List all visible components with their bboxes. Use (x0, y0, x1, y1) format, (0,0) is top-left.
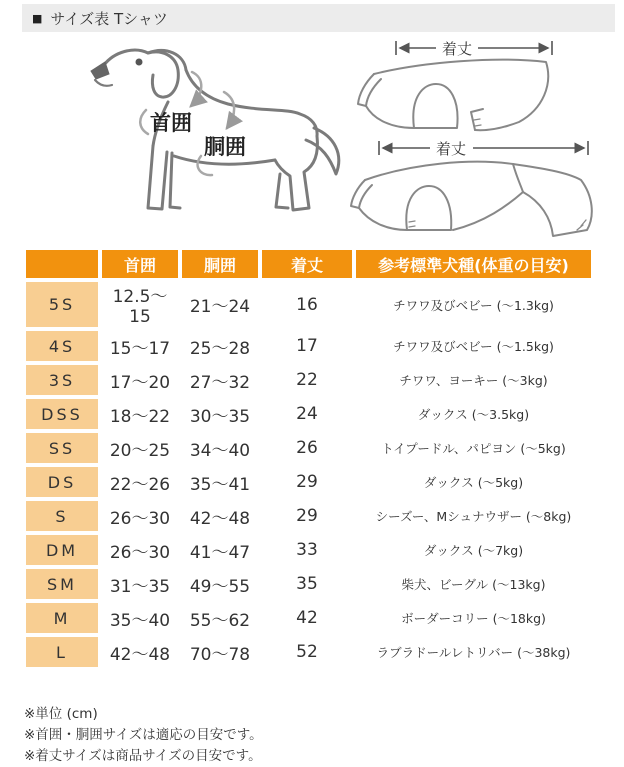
cell-length: 29 (262, 467, 352, 497)
cell-neck: 17～20 (102, 365, 178, 395)
footnotes (24, 704, 263, 767)
cell-neck: 22～26 (102, 467, 178, 497)
cell-length: 26 (262, 433, 352, 463)
tshirt-stitches (474, 119, 481, 126)
cell-breed: トイプードル、パピヨン (～5kg) (356, 433, 591, 463)
dog-front-leg-far (170, 153, 180, 208)
romper-chest-hem (359, 208, 407, 230)
cell-girth: 42～48 (182, 501, 258, 531)
romper-belly-hem (453, 192, 523, 230)
size-table-body (26, 282, 591, 667)
dog-measurement-illustration (88, 46, 343, 241)
cell-size: M (26, 603, 98, 633)
tshirt-length-label: 着丈 (441, 40, 473, 58)
cell-breed: ダックス (～5kg) (356, 467, 591, 497)
cell-neck: 12.5～15 (102, 282, 178, 327)
cell-length: 16 (262, 282, 352, 327)
cell-neck: 42～48 (102, 637, 178, 667)
cell-size: L (26, 637, 98, 667)
cell-breed: シーズー、Mシュナウザー (～8kg) (356, 501, 591, 531)
cell-neck: 31～35 (102, 569, 178, 599)
cell-girth: 34～40 (182, 433, 258, 463)
cell-length: 42 (262, 603, 352, 633)
dog-hind-leg-near (275, 136, 317, 210)
cell-girth: 55～62 (182, 603, 258, 633)
table-header-row (26, 250, 591, 278)
dog-ear (148, 52, 178, 97)
cell-girth: 70～78 (182, 637, 258, 667)
cell-breed: ボーダーコリー (～18kg) (356, 603, 591, 633)
cell-girth: 49～55 (182, 569, 258, 599)
table-row (26, 501, 591, 531)
cell-neck: 20～25 (102, 433, 178, 463)
table-row (26, 603, 591, 633)
header-length: 着丈 (262, 250, 352, 278)
note-length: ※着丈サイズは商品サイズの目安です。 (24, 748, 262, 764)
cell-girth: 25～28 (182, 331, 258, 361)
neck-measure-arc (140, 110, 148, 134)
table-row (26, 282, 591, 327)
tshirt-leg-hole (413, 84, 457, 128)
cell-size: 5S (26, 282, 98, 327)
page-title: サイズ表 Tシャツ (50, 9, 168, 28)
cell-size: 3S (26, 365, 98, 395)
cell-length: 33 (262, 535, 352, 565)
table-row (26, 365, 591, 395)
dog-back-outline (186, 70, 317, 136)
cell-length: 35 (262, 569, 352, 599)
cell-breed: ダックス (～3.5kg) (356, 399, 591, 429)
romper-neck-band (351, 180, 372, 208)
note-unit: ※単位 (cm) (24, 706, 98, 722)
cell-breed: チワワ、ヨーキー (～3kg) (356, 365, 591, 395)
chest-girth-label: 胴囲 (204, 135, 246, 159)
girth-measure-arrow (224, 92, 234, 128)
cell-girth: 35～41 (182, 467, 258, 497)
cell-size: DM (26, 535, 98, 565)
cell-girth: 21～24 (182, 282, 258, 327)
cell-size: DS (26, 467, 98, 497)
cell-breed: ダックス (～7kg) (356, 535, 591, 565)
romper-body-outline (365, 162, 592, 236)
table-row (26, 399, 591, 429)
table-row (26, 467, 591, 497)
header-size (26, 250, 98, 278)
dog-hind-leg-far (276, 174, 288, 208)
title-bullet-icon: ■ (32, 11, 43, 25)
cell-length: 24 (262, 399, 352, 429)
romper-cuff-stitches (577, 220, 586, 230)
cell-breed: 柴犬、ビーグル (～13kg) (356, 569, 591, 599)
cell-size: SM (26, 569, 98, 599)
cell-length: 29 (262, 501, 352, 531)
dog-eye (136, 59, 143, 66)
tshirt-length-illustration (350, 38, 565, 138)
table-row (26, 569, 591, 599)
cell-length: 17 (262, 331, 352, 361)
romper-length-illustration (345, 138, 605, 243)
tshirt-neck-band (358, 74, 381, 106)
dog-nose (91, 62, 109, 79)
cell-girth: 41～47 (182, 535, 258, 565)
note-fit: ※首囲・胴囲サイズは適応の目安です。 (24, 727, 263, 743)
neck-girth-label: 首囲 (150, 111, 192, 135)
table-row (26, 535, 591, 565)
romper-length-label: 着丈 (435, 140, 467, 158)
cell-breed: チワワ及びベビー (～1.3kg) (356, 282, 591, 327)
header-neck: 首囲 (102, 250, 178, 278)
cell-neck: 18～22 (102, 399, 178, 429)
cell-size: DSS (26, 399, 98, 429)
cell-size: SS (26, 433, 98, 463)
table-row (26, 433, 591, 463)
cell-breed: チワワ及びベビー (～1.5kg) (356, 331, 591, 361)
cell-length: 52 (262, 637, 352, 667)
cell-neck: 35～40 (102, 603, 178, 633)
size-table (22, 246, 595, 671)
cell-girth: 27～32 (182, 365, 258, 395)
header-breed: 参考標準犬種(体重の目安) (356, 250, 591, 278)
tshirt-body-outline (374, 60, 548, 131)
cell-neck: 26～30 (102, 501, 178, 531)
header-girth: 胴囲 (182, 250, 258, 278)
table-row (26, 331, 591, 361)
tshirt-chest-hem (366, 106, 414, 128)
romper-band-stitches (409, 221, 415, 227)
dog-mouth (95, 80, 112, 86)
cell-size: S (26, 501, 98, 531)
cell-breed: ラブラドールレトリバー (～38kg) (356, 637, 591, 667)
cell-neck: 15～17 (102, 331, 178, 361)
cell-length: 22 (262, 365, 352, 395)
table-row (26, 637, 591, 667)
dog-front-leg-near (148, 146, 167, 209)
cell-size: 4S (26, 331, 98, 361)
measurement-diagram (0, 34, 624, 244)
cell-neck: 26～30 (102, 535, 178, 565)
section-title-bar (22, 4, 615, 32)
romper-leg-hole (406, 186, 451, 230)
romper-seam (513, 164, 523, 192)
cell-girth: 30～35 (182, 399, 258, 429)
